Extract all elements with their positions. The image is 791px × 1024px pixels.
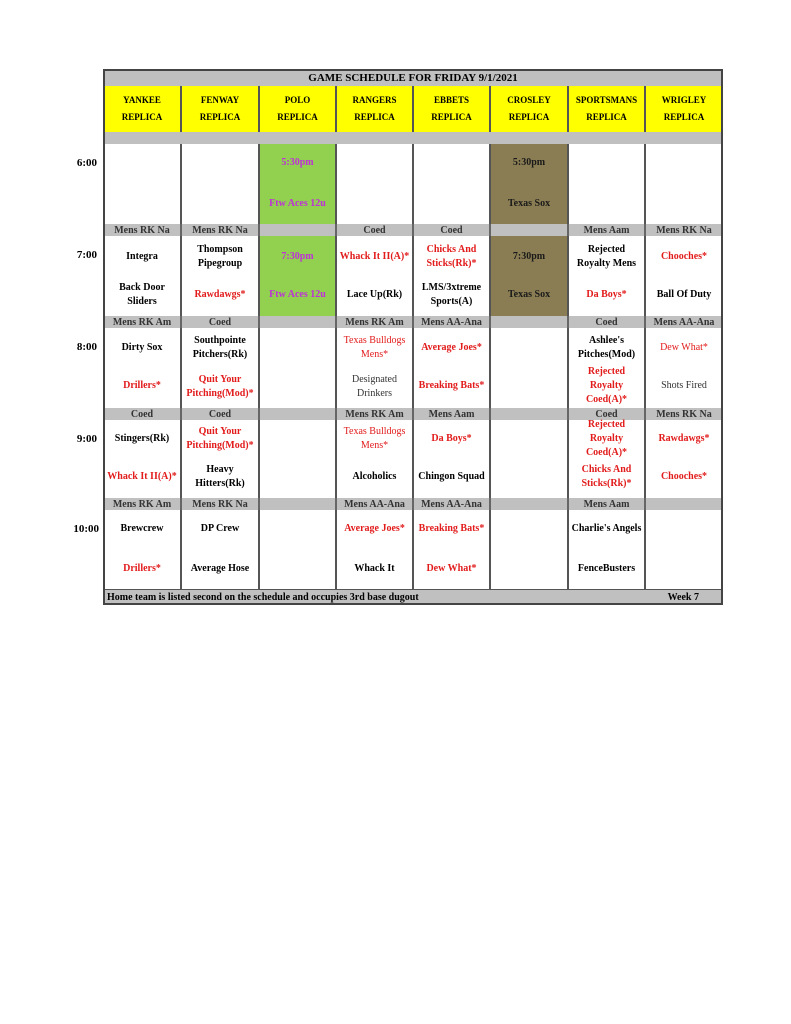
division-label: Mens RK Na <box>103 224 181 236</box>
division-label: Mens AA-Ana <box>336 498 413 510</box>
time-label-1000: 10:00 <box>73 523 99 535</box>
team-name: Average Joes* <box>344 523 405 534</box>
schedule-footer <box>103 589 723 605</box>
slot-600-ebbets <box>413 144 490 224</box>
slot-800-polo <box>259 328 336 408</box>
team-name: Texas Bulldogs Mens* <box>343 335 406 360</box>
team-name: Quit Your Pitching(Mod)* <box>186 426 254 451</box>
team-name: Dew What* <box>426 563 477 574</box>
division-label: Mens RK Na <box>645 224 723 236</box>
team-name: Rejected Royalty Mens <box>576 244 637 269</box>
team-name: Chicks And Sticks(Rk)* <box>581 464 632 489</box>
division-label: Mens RK Am <box>336 408 413 420</box>
slot-600-yankee <box>103 144 181 224</box>
team-name: Chingon Squad <box>418 471 485 482</box>
slot-600-fenway <box>181 144 259 224</box>
field-header-wrigley: WRIGLEY REPLICA <box>645 86 723 132</box>
team-name: Back Door Sliders <box>119 282 165 307</box>
team-name: Shots Fired <box>661 380 707 391</box>
team-name: Stingers(Rk) <box>114 433 170 444</box>
field-header-polo: POLO REPLICA <box>259 86 336 132</box>
team-name: Texas Bulldogs Mens* <box>343 426 406 451</box>
team-name: FenceBusters <box>577 563 636 574</box>
division-label: Mens AA-Ana <box>645 316 723 328</box>
slot-900-polo <box>259 420 336 498</box>
team-name: Dew What* <box>660 342 708 353</box>
team-name: Rejected Royalty Coed(A)* <box>585 419 628 458</box>
team-name: LMS/3xtreme Sports(A) <box>421 282 482 307</box>
team-name: Alcoholics <box>352 471 397 482</box>
team-name: Southpointe Pitchers(Rk) <box>192 335 248 360</box>
slot-1000-wrigley <box>645 510 723 589</box>
slot-1000-crosley <box>490 510 568 589</box>
team-name: Da Boys* <box>431 433 472 444</box>
team-name: Drillers* <box>123 563 161 574</box>
team-name: Integra <box>126 251 158 262</box>
team-name: Chooches* <box>660 471 708 482</box>
team-name: Brewcrew <box>120 523 164 534</box>
field-header-sportsmans: SPORTSMANS REPLICA <box>568 86 645 132</box>
division-label: Coed <box>181 408 259 420</box>
polo-700-time: 7:30pm <box>281 251 314 262</box>
team-name: Average Hose <box>190 563 250 574</box>
division-label <box>645 498 723 510</box>
division-label: Coed <box>568 408 645 420</box>
field-header-fenway: FENWAY REPLICA <box>181 86 259 132</box>
division-label: Coed <box>568 316 645 328</box>
division-label: Mens Aam <box>568 498 645 510</box>
division-label: Mens AA-Ana <box>413 316 490 328</box>
crosley-700-team: Texas Sox <box>507 289 551 300</box>
team-name: Rawdawgs* <box>194 289 246 300</box>
team-name: Rejected Royalty Coed(A)* <box>585 366 628 405</box>
time-label-900: 9:00 <box>76 433 97 445</box>
schedule-table <box>103 69 723 605</box>
division-label <box>259 408 336 420</box>
team-name: Lace Up(Rk) <box>346 289 403 300</box>
team-name: Quit Your Pitching(Mod)* <box>186 374 254 399</box>
team-name: Average Joes* <box>421 342 482 353</box>
team-name: Whack It II(A)* <box>339 251 410 262</box>
week-label: Week 7 <box>667 592 699 603</box>
header-gap <box>103 132 723 144</box>
slot-600-sportsmans <box>568 144 645 224</box>
team-name: Designated Drinkers <box>352 374 397 399</box>
time-label-600: 6:00 <box>76 157 97 169</box>
team-name: Rawdawgs* <box>658 433 710 444</box>
slot-600-wrigley <box>645 144 723 224</box>
division-label <box>490 498 568 510</box>
time-label-800: 8:00 <box>76 341 97 353</box>
division-label <box>259 316 336 328</box>
division-label: Coed <box>413 224 490 236</box>
division-label: Mens RK Am <box>103 498 181 510</box>
crosley-600-team: Texas Sox <box>507 198 551 209</box>
polo-600-team: Ftw Aces 12u <box>269 198 326 209</box>
crosley-600-time: 5:30pm <box>512 157 546 168</box>
team-name: Ashlee's Pitches(Mod) <box>577 335 636 360</box>
division-label: Mens RK Am <box>103 316 181 328</box>
division-label <box>490 224 568 236</box>
division-label <box>259 224 336 236</box>
division-label: Mens RK Na <box>181 224 259 236</box>
team-name: Thompson Pipegroup <box>197 244 243 269</box>
field-header-yankee: YANKEE REPLICA <box>103 86 181 132</box>
team-name: Whack It <box>354 563 395 574</box>
time-label-700: 7:00 <box>76 249 97 261</box>
team-name: Heavy Hitters(Rk) <box>195 464 245 489</box>
division-label <box>490 408 568 420</box>
schedule-title: GAME SCHEDULE FOR FRIDAY 9/1/2021 <box>103 69 723 86</box>
polo-600-time: 5:30pm <box>281 157 314 168</box>
field-header-ebbets: EBBETS REPLICA <box>413 86 490 132</box>
home-team-note: Home team is listed second on the schedule and occupies 3rd base dugout <box>107 592 419 603</box>
polo-700-team: Ftw Aces 12u <box>269 289 326 300</box>
team-name: Chooches* <box>660 251 708 262</box>
division-label: Coed <box>103 408 181 420</box>
slot-1000-polo <box>259 510 336 589</box>
team-name: Dirty Sox <box>121 342 163 353</box>
division-label: Mens AA-Ana <box>413 498 490 510</box>
team-name: Breaking Bats* <box>418 523 485 534</box>
team-name: DP Crew <box>200 523 240 534</box>
team-name: Breaking Bats* <box>418 380 485 391</box>
team-name: Charlie's Angels <box>571 523 642 534</box>
field-header-crosley: CROSLEY REPLICA <box>490 86 568 132</box>
team-name: Chicks And Sticks(Rk)* <box>426 244 477 269</box>
team-name: Drillers* <box>123 380 161 391</box>
division-label: Mens Aam <box>413 408 490 420</box>
crosley-700-time: 7:30pm <box>512 251 546 262</box>
team-name: Da Boys* <box>586 289 627 300</box>
division-label: Coed <box>336 224 413 236</box>
team-name: Ball Of Duty <box>656 289 712 300</box>
team-name: Whack It II(A)* <box>107 471 177 482</box>
division-label: Mens RK Na <box>181 498 259 510</box>
division-label: Coed <box>181 316 259 328</box>
division-label: Mens Aam <box>568 224 645 236</box>
division-label <box>490 316 568 328</box>
slot-900-crosley <box>490 420 568 498</box>
field-header-rangers: RANGERS REPLICA <box>336 86 413 132</box>
division-label: Mens RK Am <box>336 316 413 328</box>
slot-600-rangers <box>336 144 413 224</box>
division-label: Mens RK Na <box>645 408 723 420</box>
slot-800-crosley <box>490 328 568 408</box>
division-label <box>259 498 336 510</box>
